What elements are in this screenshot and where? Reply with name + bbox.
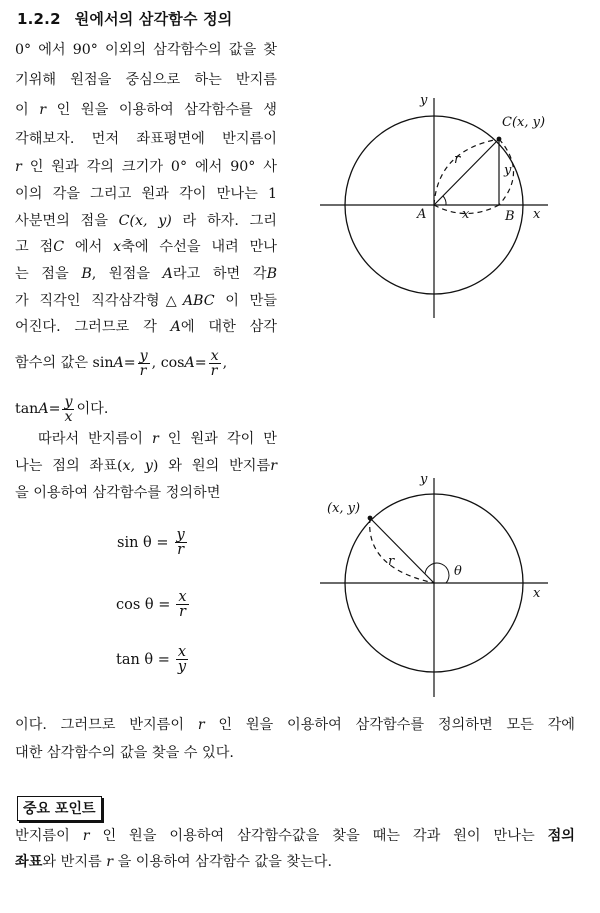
denominator: r (179, 604, 186, 620)
text-run: 에 대한 삼각 (180, 319, 277, 335)
text-run: 인 원과 각이 만 (158, 431, 277, 447)
y-axis-label: y (420, 93, 428, 108)
tan-line (15, 392, 277, 426)
paragraph1-line-10 (15, 291, 277, 311)
paragraph1-line-7 (15, 211, 277, 231)
math-var: C(x, y) (118, 213, 172, 229)
paragraph1-line-8 (15, 237, 277, 257)
text-run: ) 와 원의 반지름 (152, 458, 271, 474)
text-run: = (194, 355, 207, 371)
x-axis-label: x (533, 207, 541, 222)
angle-arc (443, 196, 446, 205)
conclusion-line-1 (15, 715, 575, 735)
fraction-x-over-r (209, 349, 221, 378)
text-run: 나는 점의 좌표( (15, 458, 123, 474)
text-run: 이다. 그러므로 반지름이 (15, 717, 198, 733)
angle-arc (425, 563, 449, 583)
text-run: 기위해 원점을 중심으로 하는 반지름 (15, 72, 277, 88)
math-var: r (106, 854, 114, 870)
text-run: 이다. (76, 401, 109, 417)
paragraph1-line-5 (15, 157, 277, 177)
text-run: 와 반지름 (42, 854, 107, 870)
paragraph1-line-2 (15, 70, 277, 90)
point-label: (x, y) (327, 501, 361, 516)
text-run: 이의 각을 그리고 원과 각이 만나는 1 (15, 186, 277, 202)
equation-sin (117, 528, 189, 557)
key-point-line-2 (15, 852, 575, 872)
math-var: r (197, 717, 205, 733)
math-var: x, y (122, 458, 153, 474)
equation-lhs: cos θ = (116, 596, 171, 613)
text-run: 대한 삼각함수의 값을 찾을 수 있다. (15, 745, 234, 761)
paragraph1-line-9 (15, 264, 277, 284)
text-run: 함수의 값은 sin (15, 355, 114, 371)
numerator: x (210, 347, 219, 364)
math-var: A (38, 401, 49, 417)
denominator: y (177, 659, 187, 675)
math-var: r (39, 102, 47, 118)
y-axis-label: y (420, 472, 428, 487)
side-x-label: x (462, 207, 470, 222)
numerator: y (64, 393, 73, 410)
fraction-y-over-r (138, 349, 150, 378)
text-run: 각해보자. 먼저 좌표평면에 반지름이 (15, 131, 277, 147)
denominator: x (64, 408, 73, 425)
paragraph2-line-2 (15, 456, 277, 476)
equation-fraction (176, 645, 188, 674)
paragraph1-line-11 (15, 317, 277, 337)
bold-text: 좌표 (15, 854, 43, 870)
math-var: B (81, 266, 92, 282)
text-run: 가 직각인 직각삼각형△ (15, 293, 183, 309)
equation-fraction (176, 590, 188, 619)
paragraph2-line-1 (38, 429, 277, 449)
text-run: 어진다. 그러므로 각 (15, 319, 171, 335)
text-run: 을 이용하여 삼각함수를 정의하면 (15, 485, 221, 501)
numerator: y (139, 347, 148, 364)
math-var: A (162, 266, 173, 282)
text-run: 에서 (64, 239, 114, 255)
text-run: 인 원을 이용하여 삼각함수값을 찾을 때는 각과 원이 만나는 (89, 828, 548, 844)
equation-lhs: sin θ = (117, 534, 169, 551)
section-number: 1.2.2 (17, 10, 61, 28)
denominator: r (139, 362, 147, 379)
paragraph1-line-1 (15, 40, 277, 60)
denominator: r (177, 542, 185, 558)
text-run: 인 원을 이용하여 삼각함수를 정의하면 모든 각에 (204, 717, 575, 733)
paragraph2-line-3 (15, 483, 277, 503)
text-run: 고 점 (15, 239, 54, 255)
text-run: 라 하자. 그리 (171, 213, 277, 229)
radius-label: r (388, 554, 395, 569)
point-c-label: C(x, y) (502, 115, 546, 130)
theta-label: θ (454, 564, 462, 579)
text-run: = (48, 401, 61, 417)
x-axis-label: x (533, 586, 541, 601)
fraction-y-over-x (62, 395, 74, 424)
figure-unit-circle-angle (310, 465, 570, 705)
math-var: B (266, 266, 277, 282)
math-var: C (53, 239, 65, 255)
side-y-label: y (504, 163, 512, 178)
text-run: = (123, 355, 136, 371)
math-var: r (15, 159, 22, 175)
radius-label: r (454, 152, 461, 167)
text-run: 는 점을 (15, 266, 82, 282)
math-var: A (170, 319, 181, 335)
equation-tan (116, 645, 190, 674)
point-c (497, 137, 502, 142)
section-title (17, 8, 232, 29)
text-run: , (222, 355, 228, 371)
math-var: r (270, 458, 277, 474)
equation-fraction (175, 528, 187, 557)
numerator: x (176, 645, 188, 660)
radius-line (434, 139, 499, 205)
numerator: y (176, 527, 185, 543)
math-var: A (113, 355, 124, 371)
point-xy (368, 516, 373, 521)
math-var: ABC (182, 293, 215, 309)
text-run: 축에 수선을 내려 만나 (121, 239, 277, 255)
text-run: 이 만들 (214, 293, 278, 309)
paragraph1-line-6 (15, 184, 277, 204)
paragraph1-line-4 (15, 129, 277, 149)
math-var: x (113, 239, 122, 255)
vertex-b-label: B (505, 209, 515, 224)
conclusion-line-2 (15, 743, 575, 763)
text-run: tan (15, 401, 39, 417)
text-run: 인 원을 이용하여 삼각함수를 생 (46, 102, 278, 118)
trig-values-line (15, 346, 277, 380)
numerator: x (178, 589, 187, 605)
equation-lhs: tan θ = (116, 651, 170, 668)
denominator: r (210, 362, 218, 379)
key-point-line-1 (15, 826, 575, 846)
text-run: 0° 에서 90° 이외의 삼각함수의 값을 찾 (15, 42, 277, 58)
math-var: r (82, 828, 90, 844)
equation-cos (116, 590, 191, 619)
text-run: 반지름이 (15, 828, 83, 844)
text-run: 이 (15, 102, 40, 118)
text-run: 라고 하면 각 (172, 266, 267, 282)
math-var: r (151, 431, 159, 447)
text-run: 사분면의 점을 (15, 213, 119, 229)
vertex-a-label: A (417, 207, 427, 222)
key-point-label: 중요 포인트 (17, 796, 102, 821)
bold-text: 점의 (547, 828, 575, 844)
figure-unit-circle-triangle (310, 80, 570, 325)
paragraph1-line-3 (15, 100, 277, 120)
text-run: 을 이용하여 삼각함수 값을 찾는다. (113, 854, 332, 870)
math-var: A (184, 355, 195, 371)
text-run: 인 원과 각의 크기가 0° 에서 90° 사 (21, 159, 277, 175)
text-run: 따라서 반지름이 (38, 431, 152, 447)
radius-line (370, 518, 434, 583)
text-run: , cos (151, 355, 185, 371)
text-run: , 원점을 (91, 266, 163, 282)
section-heading: 원에서의 삼각함수 정의 (74, 10, 233, 28)
